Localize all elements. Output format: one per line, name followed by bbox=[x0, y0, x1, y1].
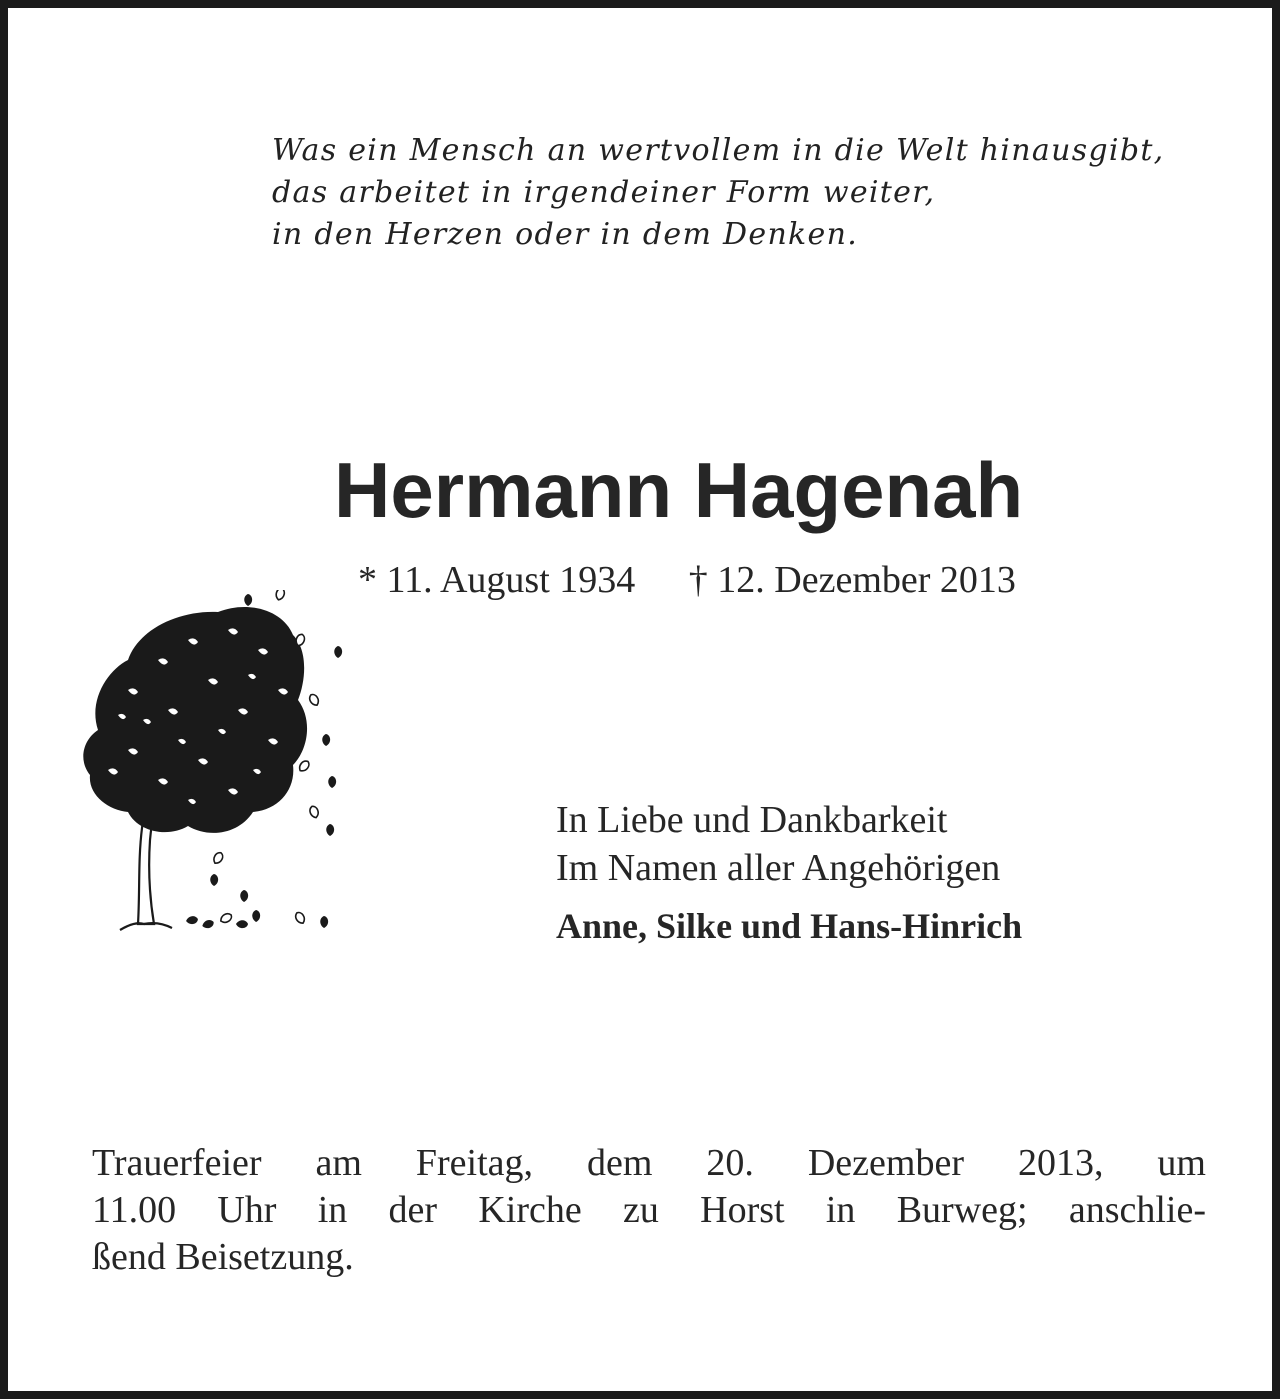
funeral-service-info bbox=[92, 1140, 1206, 1281]
birth-date: * 11. August 1934 bbox=[358, 559, 636, 601]
quote-line: Was ein Mensch an wertvollem in die Welt hinausgibt, bbox=[272, 133, 1165, 168]
thanks-block bbox=[556, 796, 1236, 950]
windblown-tree-icon bbox=[68, 590, 358, 940]
service-line: ßend Beisetzung. bbox=[92, 1236, 354, 1278]
memorial-quote bbox=[272, 130, 1232, 256]
service-line: Trauerfeier am Freitag, dem 20. Dezember 2013, um bbox=[92, 1142, 1206, 1184]
quote-line: in den Herzen oder in dem Denken. bbox=[272, 217, 859, 252]
service-line: 11.00 Uhr in der Kirche zu Horst in Burweg; anschlie- bbox=[92, 1189, 1206, 1231]
family-line: Im Namen aller Angehörigen bbox=[556, 847, 1001, 889]
death-date: † 12. Dezember 2013 bbox=[688, 559, 1016, 601]
deceased-name: Hermann Hagenah bbox=[334, 446, 1024, 534]
thanks-line: In Liebe und Dankbarkeit bbox=[556, 799, 948, 841]
life-dates bbox=[358, 556, 1238, 604]
signers: Anne, Silke und Hans-Hinrich bbox=[556, 906, 1023, 946]
quote-line: das arbeitet in irgendeiner Form weiter, bbox=[272, 175, 936, 210]
